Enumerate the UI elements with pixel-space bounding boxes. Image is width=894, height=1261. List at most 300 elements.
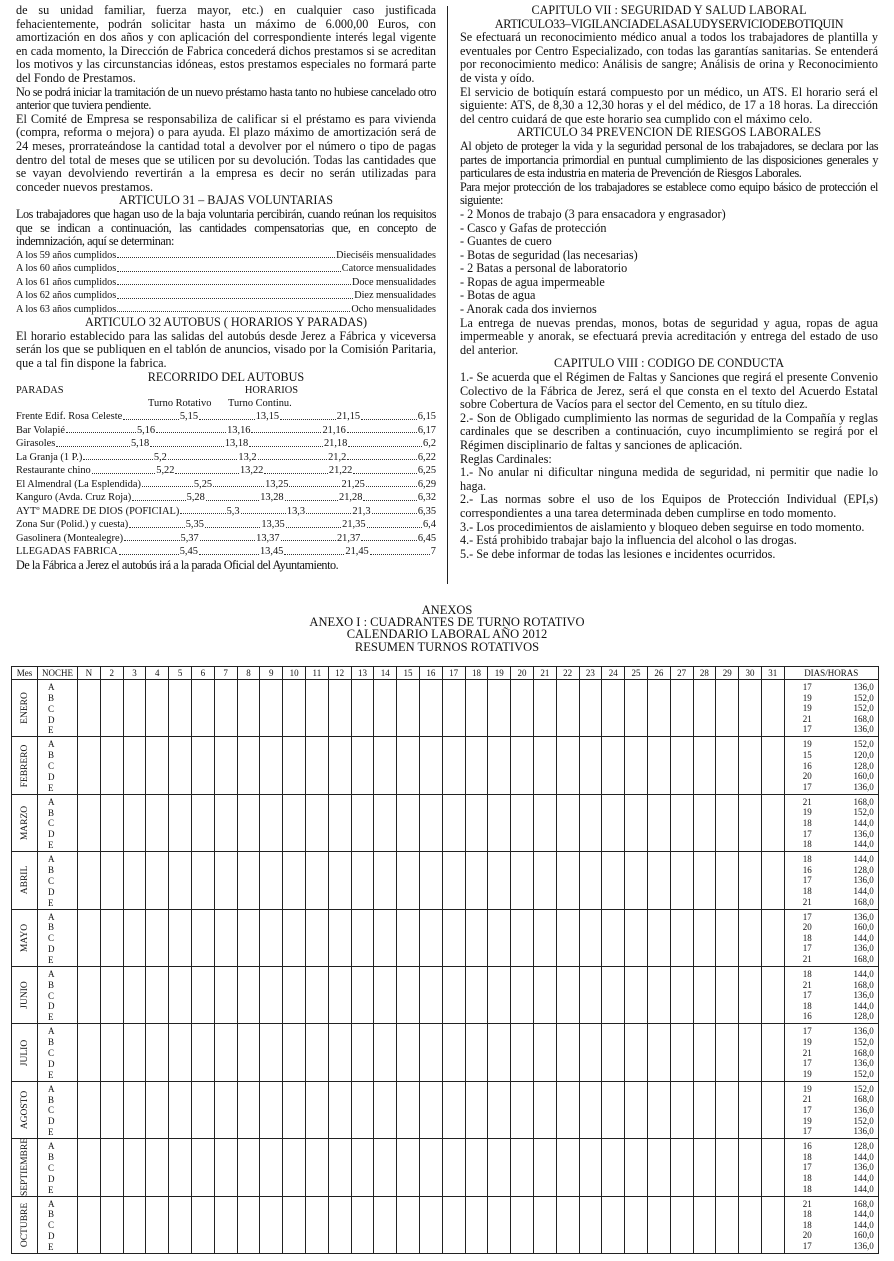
bus-stop-time: 21,2 [328,451,347,463]
day-cell [511,680,534,737]
col-header-day: 30 [739,667,762,680]
calendar-month-row [12,680,879,737]
days-hours-row [785,782,878,793]
day-cell [214,966,237,1023]
days-hours-list [785,1139,878,1195]
group-letter: C [48,1162,55,1173]
dot-leader [175,473,239,474]
day-cell [602,1139,625,1196]
days-hours-row [785,1058,878,1069]
day-cell [533,737,556,794]
day-cell [602,794,625,851]
dot-leader [83,459,153,460]
dot-leader [129,527,184,528]
month-name-cell [12,966,38,1023]
col-header-day: 14 [374,667,397,680]
days-hours-cell [784,1196,878,1253]
day-cell [146,1196,169,1253]
day-cell [442,794,465,851]
calendar-month-row [12,966,879,1023]
day-cell [78,909,101,966]
days-hours-row [785,1173,878,1184]
column-divider [447,6,448,584]
group-days: 20 [802,771,812,782]
bus-stop-time: 13,25 [265,478,289,490]
days-hours-row [785,933,878,944]
group-days: 18 [802,885,812,896]
group-letter: A [48,1141,55,1152]
day-cell [511,1024,534,1081]
group-letter: A [48,854,55,865]
group-letter: C [48,1105,55,1116]
group-letter: C [48,990,55,1001]
days-hours-row [785,1084,878,1095]
col-header-day: 6 [191,667,214,680]
days-hours-list [785,910,878,966]
annex-title: ANEXOS [421,603,473,617]
group-hours: 168,0 [853,713,874,724]
bus-stop-name: Frente Edif. Rosa Celeste [16,411,123,423]
day-cell [146,909,169,966]
day-cell [191,794,214,851]
bus-table-subheader [16,397,436,410]
days-hours-row [785,1026,878,1037]
month-name: MARZO [19,805,30,841]
cardinal-rule: 1.- No anular ni dificultar ninguna medida de seguridad, ni permitir que nadie lo haga. [460,465,878,493]
bus-stop-time: 13,18 [224,438,249,450]
days-hours-row [785,912,878,923]
day-cell [374,852,397,909]
bus-stop-time: 6,29 [417,478,437,490]
dot-leader [281,540,336,541]
group-letters-cell [38,1196,78,1253]
day-cell [419,966,442,1023]
article-34-paragraph-2: Para mejor protección de los trabajadores se establece como equipo básico de protección el siguiente: [460,179,878,208]
group-letters-cell [38,852,78,909]
day-cell [442,852,465,909]
cardinal-rule: 4.- Está prohibido trabajar bajo la influencia del alcohol o las drogas. [460,533,797,548]
day-cell [602,737,625,794]
days-hours-row [785,969,878,980]
day-cell [351,794,374,851]
day-cell [351,1196,374,1253]
chapter-8-title: CAPITULO VIII : CODIGO DE CONDUCTA [553,356,784,371]
group-hours: 120,0 [853,749,874,760]
month-name-cell [12,1139,38,1196]
day-cell [328,680,351,737]
day-cell [123,966,146,1023]
day-cell [419,909,442,966]
month-name-cell [12,680,38,737]
group-letter: D [48,1058,55,1069]
day-cell [78,794,101,851]
day-cell [260,680,283,737]
days-hours-row [785,854,878,865]
compensation-age: A los 63 años cumplidos [16,303,117,315]
compensation-age: A los 59 años cumplidos [16,249,117,261]
group-letter: A [48,682,55,692]
day-cell [533,1139,556,1196]
day-cell [191,1139,214,1196]
day-cell [579,852,602,909]
bus-stop-name: Bar Volapié [16,424,65,436]
day-cell [419,1081,442,1138]
article-32-text: El horario establecido para las salidas del autobús desde Jerez a Fábrica y viceversa serán los que se publiquen en el tablón de anuncios, visado por la Comisión Paritaria, que a tal fin dispone la fabrica. [16,328,436,370]
day-cell [442,966,465,1023]
bus-stop-time: 5,37 [180,532,199,544]
group-days: 17 [802,943,812,954]
day-cell [146,680,169,737]
dot-leader [117,298,353,299]
group-letter: C [48,1048,55,1059]
group-hours: 136,0 [853,781,874,792]
day-cell [169,1024,192,1081]
compensation-amount: Ocho mensualidades [351,303,436,315]
group-letter: A [48,796,55,807]
days-hours-list [785,1197,878,1253]
group-letter: E [48,1012,54,1023]
bus-stop-time: 6,4 [422,519,436,531]
days-hours-row [785,829,878,840]
day-cell [328,737,351,794]
bus-stop-row [16,410,436,424]
compensation-list [16,249,436,317]
compensation-amount: Dieciséis mensualidades [336,249,436,261]
group-letter: E [48,725,54,736]
day-cell [374,1024,397,1081]
day-cell [716,1081,739,1138]
day-cell [214,852,237,909]
col-header-day: 18 [465,667,488,680]
day-cell [670,909,693,966]
group-letter: A [48,1198,55,1209]
day-cell [78,966,101,1023]
day-cell [260,852,283,909]
day-cell [602,852,625,909]
bus-stop-time: 5,2 [153,451,167,463]
group-days: 17 [802,781,812,792]
group-days: 18 [802,1172,812,1183]
days-hours-cell [784,1139,878,1196]
month-name-cell [12,737,38,794]
dot-leader [258,459,328,460]
days-hours-row [785,1094,878,1105]
group-days: 16 [802,1141,812,1152]
day-cell [670,1024,693,1081]
days-hours-row [785,1241,878,1252]
dot-leader [150,446,224,447]
days-hours-row [785,1069,878,1080]
day-cell [488,680,511,737]
day-cell [465,680,488,737]
group-days: 17 [802,911,812,922]
day-cell [533,1196,556,1253]
days-hours-row [785,1048,878,1059]
cardinal-rule: 5.- Se debe informar de todas las lesiones e incidentes ocurridos. [460,546,776,561]
dot-leader [124,540,179,541]
group-days: 17 [802,1058,812,1069]
day-cell [78,680,101,737]
day-cell [374,1081,397,1138]
day-cell [465,852,488,909]
days-hours-row [785,1230,878,1241]
day-cell [716,1139,739,1196]
day-cell [647,1139,670,1196]
day-cell [305,966,328,1023]
bus-stop-time: 5,18 [130,438,150,450]
group-letters [38,1082,77,1138]
group-letter: E [48,1241,54,1252]
day-cell [739,852,762,909]
equipment-item: - 2 Batas a personal de laboratorio [460,261,628,276]
article-34-title: ARTICULO 34 PREVENCION DE RIESGOS LABORALES [516,125,822,140]
summary-title: RESUMEN TURNOS ROTATIVOS [354,639,540,654]
group-days: 18 [802,854,812,865]
dot-leader [367,527,422,528]
day-cell [260,737,283,794]
calendar-title: CALENDARIO LABORAL AÑO 2012 [346,627,548,642]
dot-leader [123,419,179,420]
day-cell [305,1139,328,1196]
dot-leader [285,500,338,501]
bus-stop-time: 6,32 [417,492,437,504]
bus-stop-time: 13,37 [256,532,280,544]
day-cell [670,794,693,851]
days-hours-cell [784,852,878,909]
day-cell [670,680,693,737]
day-cell [602,909,625,966]
day-cell [511,737,534,794]
group-days: 18 [802,839,812,850]
bus-stop-name: La Granja (1 P.) [16,451,83,463]
day-cell [716,1024,739,1081]
day-cell [146,1024,169,1081]
day-cell [579,1196,602,1253]
day-cell [488,737,511,794]
day-cell [123,1196,146,1253]
days-hours-cell [784,1024,878,1081]
bus-stop-time: 13,28 [260,492,284,504]
month-name: JULIO [19,1039,30,1066]
day-cell [100,1081,123,1138]
group-letter: C [48,761,55,772]
article-34-paragraph-1: Al objeto de proteger la vida y la seguridad personal de los trabajadores, se declara por las partes de importancia primordial en puntual cumplimiento de las disposiciones generales y particulares de esta industria en materia de Prevención de Riesgos Laborales. [460,138,878,181]
day-cell [78,1139,101,1196]
month-name: ENERO [19,692,30,725]
bus-route-title: RECORRIDO DEL AUTOBUS [147,369,305,384]
dot-leader [249,446,323,447]
day-cell [488,966,511,1023]
day-cell [169,1139,192,1196]
compensation-row [16,289,436,303]
day-cell [511,852,534,909]
group-days: 17 [802,875,812,886]
dot-leader [370,554,430,555]
group-letter: C [48,933,55,944]
day-cell [397,680,420,737]
day-cell [169,852,192,909]
day-cell [146,1081,169,1138]
days-hours-cell [784,680,878,737]
article-33-paragraph-1: Se efectuará un reconocimiento médico anual a todos los trabajadores de plantilla y eventuales por Centro Especializado, con todas las garantías sanitarias. Se entenderá por reconocimiento medico: Análisis de sangre; Análisis de orina y Reconocimiento de vista y oído. [460,30,878,85]
day-cell [169,909,192,966]
day-cell [100,852,123,909]
day-cell [693,1139,716,1196]
day-cell [283,737,306,794]
group-days: 20 [802,922,812,933]
day-cell [283,966,306,1023]
day-cell [488,1139,511,1196]
dot-leader [284,554,344,555]
col-header-day: 3 [123,667,146,680]
day-cell [191,1081,214,1138]
day-cell [123,1139,146,1196]
group-days: 18 [802,1151,812,1162]
day-cell [511,966,534,1023]
bus-stop-name: Girasoles [16,438,56,450]
day-cell [328,1196,351,1253]
bus-stop-row [16,437,436,451]
group-days: 19 [802,1115,812,1126]
bus-stop-time: 5,15 [179,411,199,423]
day-cell [556,1024,579,1081]
days-hours-row [785,1011,878,1022]
day-cell [305,794,328,851]
group-hours: 136,0 [853,875,874,886]
group-days: 21 [802,953,812,964]
day-cell [647,680,670,737]
group-letter: C [48,703,55,714]
bus-stop-time: 21,3 [352,505,371,517]
group-hours: 152,0 [853,703,874,714]
group-letter: A [48,1083,55,1094]
dot-leader [168,459,238,460]
days-hours-list [785,1082,878,1138]
day-cell [442,1024,465,1081]
day-cell [214,1081,237,1138]
day-cell [100,737,123,794]
col-header-day: 27 [670,667,693,680]
day-cell [283,1024,306,1081]
group-hours: 136,0 [853,1126,874,1137]
day-cell [237,1024,260,1081]
group-days: 17 [802,1240,812,1251]
group-hours: 168,0 [853,1198,874,1209]
day-cell [739,1139,762,1196]
days-hours-row [785,703,878,714]
compensation-age: A los 62 años cumplidos [16,290,117,302]
days-hours-row [785,818,878,829]
group-letters-cell [38,680,78,737]
day-cell [237,1081,260,1138]
day-cell [169,1196,192,1253]
group-hours: 152,0 [853,1036,874,1047]
day-cell [397,852,420,909]
day-cell [305,1196,328,1253]
day-cell [761,909,784,966]
bus-stop-time: 13,3 [286,505,306,517]
dot-leader [199,554,259,555]
days-hours-row [785,797,878,808]
group-letter: B [48,1094,55,1105]
bus-stop-name: LLEGADAS FABRICA [16,546,118,558]
dot-leader [66,432,136,433]
day-cell [305,909,328,966]
day-cell [465,737,488,794]
bus-stop-time: 5,25 [193,478,213,490]
day-cell [283,1081,306,1138]
group-days: 18 [802,1000,812,1011]
day-cell [442,909,465,966]
day-cell [169,966,192,1023]
bus-stop-time: 6,25 [417,465,437,477]
day-cell [442,1081,465,1138]
days-hours-row [785,1001,878,1012]
bus-stop-time: 21,28 [339,492,363,504]
col-header-day: N [78,667,101,680]
days-hours-list [785,737,878,793]
day-cell [305,1024,328,1081]
group-hours: 144,0 [853,885,874,896]
day-cell [716,966,739,1023]
day-cell [328,1081,351,1138]
day-cell [602,680,625,737]
group-days: 17 [802,1126,812,1137]
day-cell [647,909,670,966]
group-letter: E [48,782,54,793]
days-hours-row [785,980,878,991]
day-cell [397,909,420,966]
dot-leader [117,257,335,258]
day-cell [442,737,465,794]
group-days: 21 [802,713,812,724]
group-days: 19 [802,1036,812,1047]
day-cell [716,737,739,794]
bus-stop-time: 21,37 [336,532,361,544]
group-letters [38,1197,77,1253]
dot-leader [306,513,351,514]
day-cell [647,1196,670,1253]
group-letters-cell [38,1139,78,1196]
group-letter: C [48,1220,55,1231]
group-days: 19 [802,703,812,714]
days-hours-row [785,693,878,704]
day-cell [602,966,625,1023]
month-name-cell [12,909,38,966]
bus-stop-time: 5,22 [156,465,175,477]
bus-stop-row [16,505,436,519]
day-cell [351,1139,374,1196]
day-cell [488,1081,511,1138]
group-hours: 136,0 [853,724,874,735]
day-cell [579,966,602,1023]
group-letter: D [48,1116,55,1127]
day-cell [716,1196,739,1253]
day-cell [625,794,648,851]
bus-stop-name: Gasolinera (Montealegre) [16,532,124,544]
day-cell [260,794,283,851]
day-cell [647,852,670,909]
day-cell [328,966,351,1023]
compensation-row [16,303,436,317]
group-days: 18 [802,932,812,943]
day-cell [556,966,579,1023]
group-hours: 136,0 [853,1104,874,1115]
article-32-title: ARTICULO 32 AUTOBUS ( HORARIOS Y PARADAS) [84,315,368,330]
days-hours-row [785,771,878,782]
group-days: 20 [802,1230,812,1241]
day-cell [123,680,146,737]
